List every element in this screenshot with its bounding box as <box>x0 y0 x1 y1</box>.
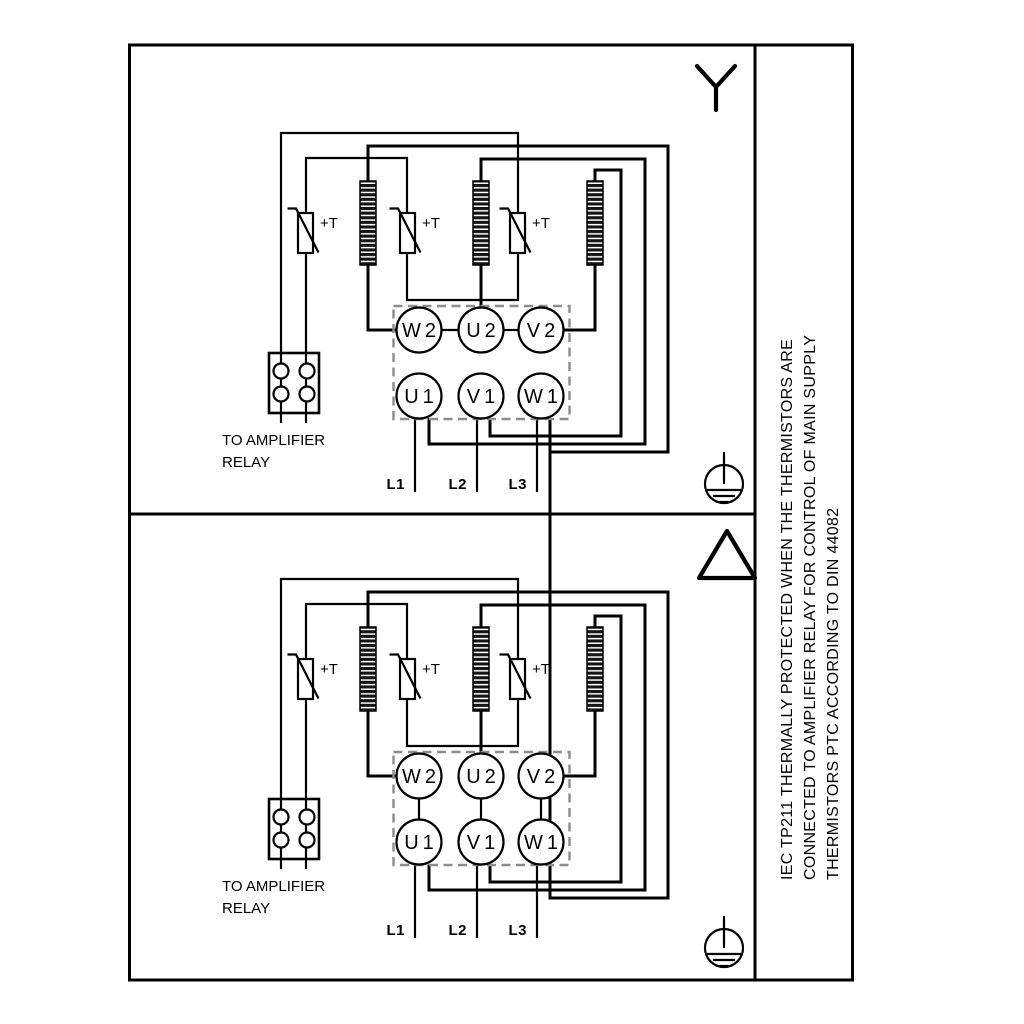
terminal-label-u2: U2 <box>466 320 500 342</box>
motor-winding-3 <box>587 181 603 265</box>
thermistor-label: +T <box>532 661 550 678</box>
thermistor-label: +T <box>320 661 338 678</box>
relay-caption-line2: RELAY <box>222 900 271 917</box>
terminal-label-w1: W1 <box>524 832 562 854</box>
terminal-label-v1: V1 <box>466 832 500 854</box>
thermistor-label: +T <box>320 215 338 232</box>
supply-label-l2: L2 <box>448 922 467 939</box>
relay-caption-line1: TO AMPLIFIER <box>222 432 326 449</box>
thermistor-label: +T <box>532 215 550 232</box>
terminal-label-w2: W2 <box>402 766 440 788</box>
motor-winding-3 <box>587 627 603 711</box>
side-note-line2: CONNECTED TO AMPLIFIER RELAY FOR CONTROL OF MAIN SUPPLY <box>802 334 819 880</box>
supply-label-l3: L3 <box>508 476 527 493</box>
motor-winding-2 <box>473 627 489 711</box>
motor-winding-1 <box>360 627 376 711</box>
supply-label-l1: L1 <box>386 476 405 493</box>
relay-caption-line2: RELAY <box>222 454 271 471</box>
terminal-label-v2: V2 <box>526 766 560 788</box>
supply-label-l1: L1 <box>386 922 405 939</box>
terminal-label-u1: U1 <box>404 832 438 854</box>
terminal-label-u1: U1 <box>404 386 438 408</box>
side-note-line3: THERMISTORS PTC ACCORDING TO DIN 44082 <box>825 507 842 880</box>
terminal-label-v2: V2 <box>526 320 560 342</box>
thermistor-label: +T <box>422 661 440 678</box>
supply-label-l3: L3 <box>508 922 527 939</box>
terminal-label-w2: W2 <box>402 320 440 342</box>
terminal-label-w1: W1 <box>524 386 562 408</box>
motor-winding-2 <box>473 181 489 265</box>
terminal-label-u2: U2 <box>466 766 500 788</box>
supply-label-l2: L2 <box>448 476 467 493</box>
relay-caption-line1: TO AMPLIFIER <box>222 878 326 895</box>
thermistor-label: +T <box>422 215 440 232</box>
motor-winding-1 <box>360 181 376 265</box>
terminal-label-v1: V1 <box>466 386 500 408</box>
side-note-line1: IEC TP211 THERMALLY PROTECTED WHEN THE THERMISTORS ARE <box>779 338 796 880</box>
